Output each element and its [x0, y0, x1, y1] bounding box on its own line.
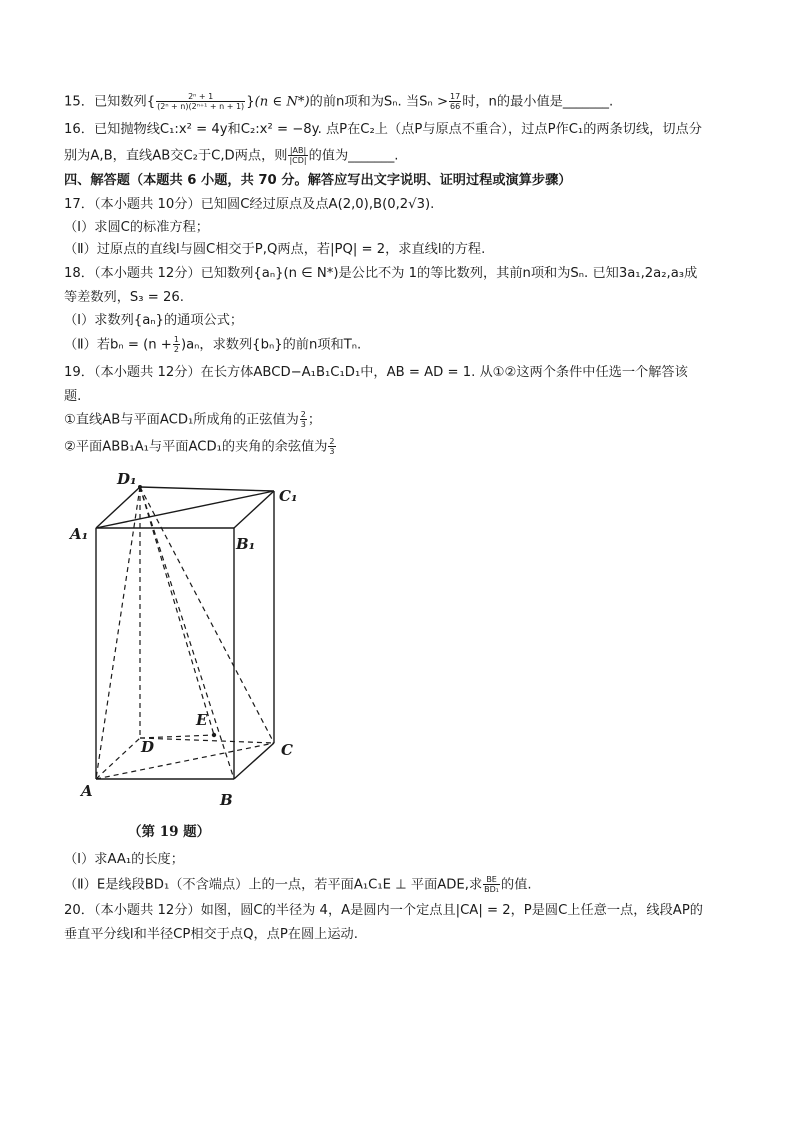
label-E: E: [196, 711, 208, 729]
edge-DC: [140, 738, 274, 743]
edge-AD: [96, 738, 140, 779]
line-D1E: [140, 487, 214, 735]
q15-set: (n ∈ N*): [254, 94, 310, 110]
label-B: B: [220, 791, 233, 809]
q20-line2: 垂直平分线l和半径CP相交于点Q，点P在圆上运动.: [64, 927, 358, 942]
q15-suffix: 时，n的最小值是_______.: [462, 94, 614, 110]
q15-fraction: $\frac{\text{2ⁿ + 1}}{\text{(2ⁿ + n)(2ⁿ⁺¹ + n + 1)}}$: [157, 92, 245, 111]
q15-prefix: 15．已知数列: [64, 94, 147, 110]
q18-part2: （Ⅱ）若bₙ = (n + $\frac{1}{2}$ )aₙ，求数列{bₙ}的前n项和Tₙ.: [64, 335, 362, 354]
q16-line2: 别为A,B，直线AB交C₂于C,D两点，则 $\frac{|AB|}{|CD|}$ 的值为_______.: [64, 146, 399, 165]
label-C1: C₁: [279, 487, 298, 505]
label-D1: D₁: [117, 470, 137, 488]
q19-part1: （Ⅰ）求AA₁的长度；: [64, 852, 184, 867]
label-A: A: [81, 782, 93, 800]
label-D: D: [141, 738, 155, 756]
figure-caption: （第 19 题）: [128, 824, 211, 840]
q15-gt-fraction: $\frac{17}{66}$: [450, 92, 461, 111]
q18-stem1: 18．（本小题共 12分）已知数列{aₙ}(n ∈ N*)是公比不为 1的等比数列，其前n项和为Sₙ. 已知3a₁,2a₂,a₃成: [64, 266, 698, 281]
q19-part2: （Ⅱ）E是线段BD₁（不含端点）上的一点，若平面A₁C₁E ⊥ 平面ADE,求 $\frac{BE}{\text{BD₁}}$ 的值.: [64, 875, 532, 894]
q15-line: 15．已知数列{ $\frac{\text{2ⁿ + 1}}{\text{(2ⁿ + n)(2ⁿ⁺¹ + n + 1)}}$ }(n ∈ N*)的前n项和为Sₙ. 当Sₙ > $\frac{17}{66}$ 时，n的最小值是_______.: [64, 92, 614, 111]
q19-cond1: ①直线AB与平面ACD₁所成角的正弦值为 $\frac{2}{3}$ ；: [64, 410, 322, 429]
q20-line1: 20．（本小题共 12分）如图，圆C的半径为 4，A是圆内一个定点且|CA| = 2，P是圆C上任意一点，线段AP的: [64, 903, 703, 918]
line-D1C: [140, 487, 274, 743]
diag-A1C1: [96, 491, 274, 528]
q19-cond2: ②平面ABB₁A₁与平面ACD₁的夹角的余弦值为 $\frac{2}{3}$: [64, 437, 335, 456]
q19-stem2: 题.: [64, 389, 82, 404]
label-C: C: [281, 741, 293, 759]
q15-middle: 的前n项和为Sₙ. 当Sₙ >: [309, 94, 448, 110]
q17-part2: （Ⅱ）过原点的直线l与圆C相交于P,Q两点，若|PQ| = 2，求直线l的方程.: [64, 242, 486, 257]
diag-AC: [96, 743, 274, 779]
edge-D1C1: [140, 487, 274, 491]
q18-stem2: 等差数列，S₃ = 26.: [64, 290, 185, 305]
edge-A1D1: [96, 487, 140, 528]
line-D1A: [96, 487, 140, 779]
line-D1B: [140, 487, 234, 779]
point-D1: [138, 485, 142, 489]
section-header: 四、解答题（本题共 6 小题，共 70 分。解答应写出文字说明、证明过程或演算步骤）: [64, 173, 572, 188]
q17-stem: 17．（本小题共 10分）已知圆C经过原点及点A(2,0),B(0,2√3).: [64, 197, 435, 212]
q16-line1: 16．已知抛物线C₁:x² = 4y和C₂:x² = −8y. 点P在C₂上（点P与原点不重合），过点P作C₁的两条切线，切点分: [64, 122, 702, 137]
label-B1: B₁: [236, 535, 256, 553]
q16-ratio: $\frac{|AB|}{|CD|}$: [289, 146, 307, 165]
q17-part1: （Ⅰ）求圆C的标准方程；: [64, 220, 209, 235]
label-A1: A₁: [70, 525, 89, 543]
q19-stem1: 19．（本小题共 12分）在长方体ABCD−A₁B₁C₁D₁中，AB = AD = 1. 从①②这两个条件中任选一个解答该: [64, 365, 688, 380]
edge-BC: [234, 743, 274, 779]
point-E: [212, 733, 216, 737]
edge-B1C1: [234, 491, 274, 528]
q18-part1: （Ⅰ）求数列{aₙ}的通项公式；: [64, 313, 244, 328]
